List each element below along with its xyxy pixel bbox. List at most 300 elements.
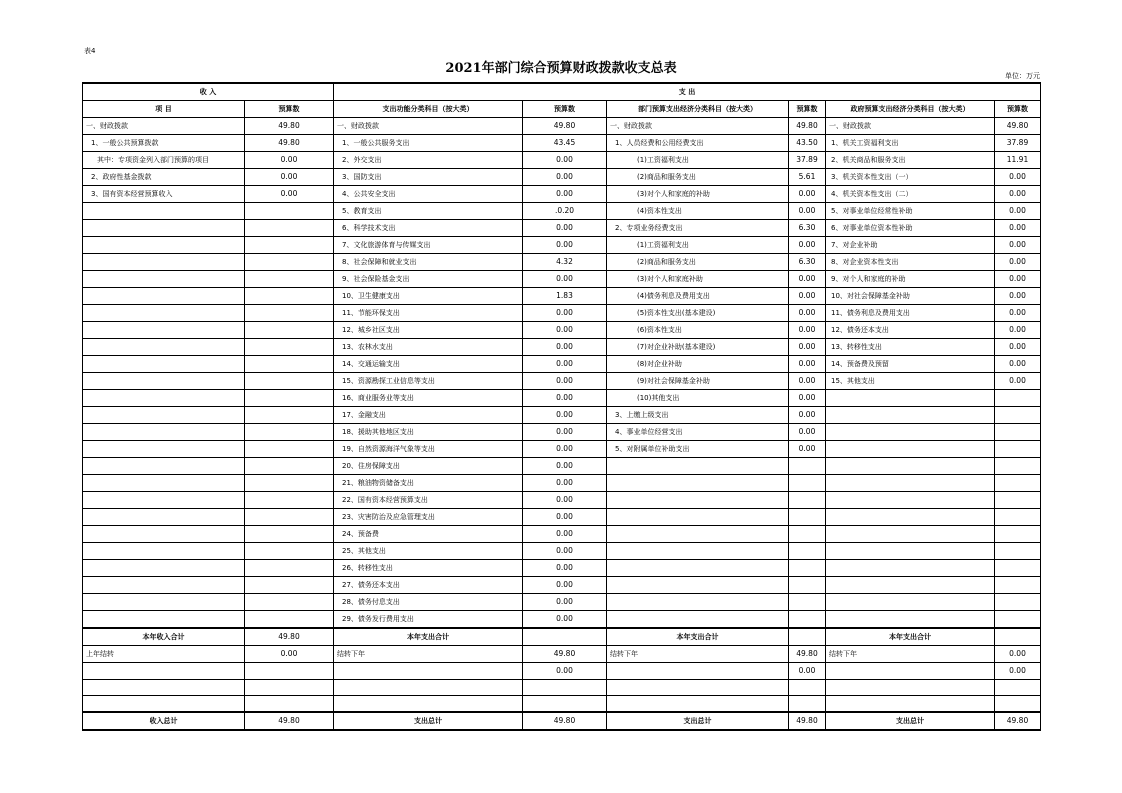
gov-item-cell: 9、对个人和家庭的补助 xyxy=(826,271,995,288)
table-row xyxy=(83,712,1041,730)
func-item-cell: 2、外交支出 xyxy=(334,152,523,169)
dept-budget-cell: 0.00 xyxy=(789,339,826,356)
dept-item-cell: 5、对附属单位补助支出 xyxy=(607,441,789,458)
dept-item-cell xyxy=(607,492,789,509)
func-budget-cell: 0.00 xyxy=(523,271,607,288)
income-budget-cell xyxy=(245,594,334,611)
gov-budget-cell: 0.00 xyxy=(995,169,1041,186)
func-item-cell: 11、节能环保支出 xyxy=(334,305,523,322)
func-budget-cell: 0.00 xyxy=(523,390,607,407)
func-item-cell: 26、转移性支出 xyxy=(334,560,523,577)
table-row xyxy=(83,152,1041,169)
gov-budget-cell xyxy=(995,458,1041,475)
dept-item-cell: (5)资本性支出(基本建设) xyxy=(607,305,789,322)
dept-item-cell: (2)商品和服务支出 xyxy=(607,169,789,186)
gov-budget-cell: 0.00 xyxy=(995,254,1041,271)
dept-item-cell: 4、事业单位经营支出 xyxy=(607,424,789,441)
table-row xyxy=(83,475,1041,492)
income-item-cell xyxy=(83,663,245,680)
func-item-cell: 13、农林水支出 xyxy=(334,339,523,356)
table-row xyxy=(83,577,1041,594)
gov-item-cell: 本年支出合计 xyxy=(826,628,995,646)
gov-item-cell xyxy=(826,696,995,712)
dept-budget-cell xyxy=(789,543,826,560)
gov-budget-cell: 0.00 xyxy=(995,186,1041,203)
dept-budget-cell: 0.00 xyxy=(789,186,826,203)
gov-item-cell: 6、对事业单位资本性补助 xyxy=(826,220,995,237)
income-item-cell: 本年收入合计 xyxy=(83,628,245,646)
dept-budget-cell: 0.00 xyxy=(789,663,826,680)
func-item-cell: 24、预备费 xyxy=(334,526,523,543)
table-row xyxy=(83,611,1041,629)
func-budget-cell: 0.00 xyxy=(523,305,607,322)
income-item-cell xyxy=(83,509,245,526)
dept-budget-cell xyxy=(789,628,826,646)
gov-item-cell xyxy=(826,611,995,629)
gov-item-cell xyxy=(826,543,995,560)
col-dept-header: 部门预算支出经济分类科目（按大类） xyxy=(607,101,789,118)
income-budget-cell xyxy=(245,526,334,543)
func-item-cell: 16、商业服务业等支出 xyxy=(334,390,523,407)
income-budget-cell xyxy=(245,237,334,254)
income-item-cell xyxy=(83,611,245,629)
func-budget-cell: 49.80 xyxy=(523,118,607,135)
func-item-cell: 10、卫生健康支出 xyxy=(334,288,523,305)
gov-item-cell: 12、债务还本支出 xyxy=(826,322,995,339)
gov-item-cell: 结转下年 xyxy=(826,646,995,663)
dept-budget-cell xyxy=(789,594,826,611)
dept-budget-cell: 6.30 xyxy=(789,220,826,237)
income-budget-cell xyxy=(245,288,334,305)
dept-item-cell: (6)资本性支出 xyxy=(607,322,789,339)
income-budget-cell: 49.80 xyxy=(245,135,334,152)
gov-budget-cell: 0.00 xyxy=(995,339,1041,356)
gov-budget-cell xyxy=(995,475,1041,492)
gov-budget-cell: 0.00 xyxy=(995,220,1041,237)
income-budget-cell xyxy=(245,577,334,594)
table-row xyxy=(83,220,1041,237)
dept-budget-cell xyxy=(789,475,826,492)
income-budget-cell xyxy=(245,611,334,629)
income-item-cell: 3、国有资本经营预算收入 xyxy=(83,186,245,203)
func-budget-cell xyxy=(523,696,607,712)
expense-header: 支 出 xyxy=(334,83,1041,101)
income-item-cell xyxy=(83,203,245,220)
income-budget-cell xyxy=(245,373,334,390)
gov-item-cell: 15、其他支出 xyxy=(826,373,995,390)
dept-budget-cell: 0.00 xyxy=(789,407,826,424)
func-item-cell: 支出总计 xyxy=(334,712,523,730)
income-budget-cell xyxy=(245,322,334,339)
dept-item-cell: 2、专项业务经费支出 xyxy=(607,220,789,237)
gov-item-cell xyxy=(826,663,995,680)
income-budget-cell xyxy=(245,492,334,509)
income-budget-cell xyxy=(245,680,334,696)
dept-item-cell xyxy=(607,611,789,629)
dept-item-cell: (1)工资福利支出 xyxy=(607,237,789,254)
income-budget-cell xyxy=(245,424,334,441)
dept-item-cell xyxy=(607,458,789,475)
func-budget-cell: 0.00 xyxy=(523,577,607,594)
dept-item-cell xyxy=(607,509,789,526)
col-budget-header: 预算数 xyxy=(245,101,334,118)
gov-budget-cell xyxy=(995,611,1041,629)
gov-budget-cell xyxy=(995,628,1041,646)
gov-item-cell: 10、对社会保障基金补助 xyxy=(826,288,995,305)
gov-budget-cell xyxy=(995,526,1041,543)
func-item-cell: 19、自然资源海洋气象等支出 xyxy=(334,441,523,458)
dept-budget-cell: 0.00 xyxy=(789,305,826,322)
func-budget-cell: 0.00 xyxy=(523,458,607,475)
gov-budget-cell xyxy=(995,543,1041,560)
table-row xyxy=(83,492,1041,509)
dept-budget-cell: 0.00 xyxy=(789,356,826,373)
dept-budget-cell: 49.80 xyxy=(789,118,826,135)
func-item-cell: 22、国有资本经营预算支出 xyxy=(334,492,523,509)
gov-item-cell xyxy=(826,526,995,543)
dept-budget-cell: 43.50 xyxy=(789,135,826,152)
table-row xyxy=(83,696,1041,712)
func-item-cell: 14、交通运输支出 xyxy=(334,356,523,373)
dept-budget-cell: 5.61 xyxy=(789,169,826,186)
gov-budget-cell xyxy=(995,509,1041,526)
table-row xyxy=(83,271,1041,288)
income-item-cell xyxy=(83,594,245,611)
gov-item-cell: 一、财政拨款 xyxy=(826,118,995,135)
func-budget-cell: 0.00 xyxy=(523,356,607,373)
income-budget-cell xyxy=(245,271,334,288)
dept-item-cell: (1)工资福利支出 xyxy=(607,152,789,169)
func-budget-cell: 0.00 xyxy=(523,407,607,424)
func-item-cell: 5、教育支出 xyxy=(334,203,523,220)
gov-item-cell xyxy=(826,441,995,458)
gov-budget-cell xyxy=(995,390,1041,407)
gov-item-cell xyxy=(826,509,995,526)
dept-item-cell: 支出总计 xyxy=(607,712,789,730)
col-budget-header: 预算数 xyxy=(995,101,1041,118)
gov-budget-cell: 0.00 xyxy=(995,322,1041,339)
func-item-cell: 18、援助其他地区支出 xyxy=(334,424,523,441)
income-item-cell xyxy=(83,339,245,356)
func-item-cell: 15、资源勘探工业信息等支出 xyxy=(334,373,523,390)
gov-item-cell xyxy=(826,577,995,594)
dept-budget-cell xyxy=(789,611,826,629)
gov-item-cell: 11、债务利息及费用支出 xyxy=(826,305,995,322)
income-item-cell: 1、一般公共预算拨款 xyxy=(83,135,245,152)
table-row xyxy=(83,322,1041,339)
dept-budget-cell: 0.00 xyxy=(789,237,826,254)
func-item-cell: 结转下年 xyxy=(334,646,523,663)
table-row xyxy=(83,288,1041,305)
func-budget-cell: 0.00 xyxy=(523,169,607,186)
dept-item-cell: 一、财政拨款 xyxy=(607,118,789,135)
dept-budget-cell xyxy=(789,560,826,577)
func-item-cell: 本年支出合计 xyxy=(334,628,523,646)
income-budget-cell: 0.00 xyxy=(245,169,334,186)
table-row xyxy=(83,543,1041,560)
gov-budget-cell xyxy=(995,696,1041,712)
func-item-cell: 28、债务付息支出 xyxy=(334,594,523,611)
func-item-cell: 4、公共安全支出 xyxy=(334,186,523,203)
income-budget-cell xyxy=(245,254,334,271)
table-row xyxy=(83,680,1041,696)
dept-budget-cell: 0.00 xyxy=(789,203,826,220)
func-budget-cell: 0.00 xyxy=(523,594,607,611)
income-budget-cell: 0.00 xyxy=(245,646,334,663)
gov-budget-cell: 0.00 xyxy=(995,203,1041,220)
income-item-cell xyxy=(83,577,245,594)
gov-budget-cell: 0.00 xyxy=(995,237,1041,254)
gov-item-cell xyxy=(826,560,995,577)
income-item-cell: 一、财政拨款 xyxy=(83,118,245,135)
table-row xyxy=(83,390,1041,407)
dept-budget-cell: 0.00 xyxy=(789,271,826,288)
func-item-cell xyxy=(334,696,523,712)
gov-budget-cell: 0.00 xyxy=(995,373,1041,390)
func-budget-cell: 0.00 xyxy=(523,560,607,577)
income-item-cell xyxy=(83,407,245,424)
income-budget-cell xyxy=(245,696,334,712)
table-row xyxy=(83,169,1041,186)
gov-budget-cell xyxy=(995,577,1041,594)
func-item-cell: 3、国防支出 xyxy=(334,169,523,186)
func-item-cell: 25、其他支出 xyxy=(334,543,523,560)
func-budget-cell: 0.00 xyxy=(523,509,607,526)
table-row xyxy=(83,305,1041,322)
dept-item-cell xyxy=(607,475,789,492)
func-item-cell: 12、城乡社区支出 xyxy=(334,322,523,339)
table-row xyxy=(83,628,1041,646)
gov-budget-cell: 11.91 xyxy=(995,152,1041,169)
dept-item-cell: (7)对企业补助(基本建设) xyxy=(607,339,789,356)
income-item-cell xyxy=(83,305,245,322)
gov-item-cell xyxy=(826,475,995,492)
income-budget-cell: 49.80 xyxy=(245,628,334,646)
func-item-cell xyxy=(334,663,523,680)
gov-item-cell xyxy=(826,594,995,611)
dept-budget-cell xyxy=(789,492,826,509)
income-budget-cell xyxy=(245,305,334,322)
gov-budget-cell: 37.89 xyxy=(995,135,1041,152)
col-budget-header: 预算数 xyxy=(789,101,826,118)
table-row xyxy=(83,186,1041,203)
func-item-cell: 21、粮油物资储备支出 xyxy=(334,475,523,492)
income-budget-cell xyxy=(245,543,334,560)
gov-item-cell: 1、机关工资福利支出 xyxy=(826,135,995,152)
income-item-cell: 收入总计 xyxy=(83,712,245,730)
income-budget-cell xyxy=(245,475,334,492)
gov-budget-cell xyxy=(995,441,1041,458)
func-budget-cell: 0.00 xyxy=(523,186,607,203)
func-budget-cell: 43.45 xyxy=(523,135,607,152)
dept-item-cell xyxy=(607,526,789,543)
table-row xyxy=(83,663,1041,680)
dept-item-cell xyxy=(607,560,789,577)
income-item-cell: 其中：专项资金列入部门预算的项目 xyxy=(83,152,245,169)
gov-item-cell: 5、对事业单位经常性补助 xyxy=(826,203,995,220)
dept-budget-cell: 0.00 xyxy=(789,322,826,339)
func-budget-cell: 0.00 xyxy=(523,475,607,492)
func-item-cell: 29、债务发行费用支出 xyxy=(334,611,523,629)
income-budget-cell xyxy=(245,509,334,526)
gov-budget-cell: 49.80 xyxy=(995,712,1041,730)
dept-budget-cell: 6.30 xyxy=(789,254,826,271)
func-item-cell: 17、金融支出 xyxy=(334,407,523,424)
page-title: 2021年部门综合预算财政拨款收支总表 xyxy=(445,61,677,76)
income-item-cell xyxy=(83,390,245,407)
gov-item-cell: 8、对企业资本性支出 xyxy=(826,254,995,271)
income-budget-cell: 49.80 xyxy=(245,712,334,730)
income-item-cell xyxy=(83,288,245,305)
dept-budget-cell xyxy=(789,577,826,594)
income-item-cell xyxy=(83,441,245,458)
func-budget-cell: .0.20 xyxy=(523,203,607,220)
dept-item-cell: (8)对企业补助 xyxy=(607,356,789,373)
func-budget-cell: 0.00 xyxy=(523,322,607,339)
dept-item-cell xyxy=(607,696,789,712)
func-budget-cell: 1.83 xyxy=(523,288,607,305)
gov-item-cell: 14、预备费及预留 xyxy=(826,356,995,373)
dept-budget-cell xyxy=(789,526,826,543)
table-row xyxy=(83,509,1041,526)
income-budget-cell: 0.00 xyxy=(245,186,334,203)
income-item-cell xyxy=(83,560,245,577)
func-item-cell: 27、债务还本支出 xyxy=(334,577,523,594)
dept-item-cell: (3)对个人和家庭补助 xyxy=(607,271,789,288)
dept-item-cell: (10)其他支出 xyxy=(607,390,789,407)
dept-item-cell xyxy=(607,543,789,560)
income-budget-cell xyxy=(245,203,334,220)
func-budget-cell: 49.80 xyxy=(523,712,607,730)
dept-item-cell: 1、人员经费和公用经费支出 xyxy=(607,135,789,152)
income-item-cell xyxy=(83,373,245,390)
gov-budget-cell: 49.80 xyxy=(995,118,1041,135)
table-row xyxy=(83,339,1041,356)
func-budget-cell: 0.00 xyxy=(523,611,607,629)
gov-budget-cell xyxy=(995,424,1041,441)
gov-item-cell xyxy=(826,390,995,407)
unit-label: 单位：万元 xyxy=(1005,72,1040,80)
dept-budget-cell xyxy=(789,509,826,526)
income-item-cell xyxy=(83,237,245,254)
table-row xyxy=(83,237,1041,254)
dept-budget-cell: 0.00 xyxy=(789,390,826,407)
func-item-cell: 23、灾害防治及应急管理支出 xyxy=(334,509,523,526)
table-row xyxy=(83,526,1041,543)
dept-item-cell: (4)债务利息及费用支出 xyxy=(607,288,789,305)
income-item-cell xyxy=(83,356,245,373)
func-item-cell: 1、一般公共服务支出 xyxy=(334,135,523,152)
func-budget-cell: 0.00 xyxy=(523,152,607,169)
dept-item-cell xyxy=(607,577,789,594)
gov-item-cell xyxy=(826,407,995,424)
func-budget-cell: 0.00 xyxy=(523,526,607,543)
dept-item-cell: 3、上缴上级支出 xyxy=(607,407,789,424)
dept-item-cell xyxy=(607,680,789,696)
func-budget-cell: 0.00 xyxy=(523,663,607,680)
func-budget-cell: 49.80 xyxy=(523,646,607,663)
dept-item-cell: (9)对社会保障基金补助 xyxy=(607,373,789,390)
func-budget-cell: 0.00 xyxy=(523,424,607,441)
gov-budget-cell xyxy=(995,594,1041,611)
table-row xyxy=(83,254,1041,271)
income-item-cell: 2、政府性基金拨款 xyxy=(83,169,245,186)
income-budget-cell xyxy=(245,560,334,577)
gov-item-cell: 4、机关资本性支出（二） xyxy=(826,186,995,203)
dept-budget-cell: 49.80 xyxy=(789,712,826,730)
func-budget-cell xyxy=(523,628,607,646)
income-item-cell xyxy=(83,424,245,441)
gov-budget-cell xyxy=(995,680,1041,696)
income-item-cell xyxy=(83,254,245,271)
income-item-cell xyxy=(83,322,245,339)
func-budget-cell: 0.00 xyxy=(523,220,607,237)
func-item-cell xyxy=(334,680,523,696)
income-budget-cell xyxy=(245,220,334,237)
dept-budget-cell: 49.80 xyxy=(789,646,826,663)
col-budget-header: 预算数 xyxy=(523,101,607,118)
dept-budget-cell: 0.00 xyxy=(789,424,826,441)
table-row xyxy=(83,646,1041,663)
func-budget-cell: 0.00 xyxy=(523,339,607,356)
func-budget-cell: 4.32 xyxy=(523,254,607,271)
gov-item-cell xyxy=(826,458,995,475)
gov-budget-cell xyxy=(995,407,1041,424)
gov-item-cell: 3、机关资本性支出（一） xyxy=(826,169,995,186)
gov-item-cell: 7、对企业补助 xyxy=(826,237,995,254)
gov-item-cell: 13、转移性支出 xyxy=(826,339,995,356)
func-budget-cell xyxy=(523,680,607,696)
func-item-cell: 7、文化旅游体育与传媒支出 xyxy=(334,237,523,254)
income-item-cell xyxy=(83,696,245,712)
table-row xyxy=(83,135,1041,152)
income-budget-cell: 49.80 xyxy=(245,118,334,135)
table-number: 表4 xyxy=(84,47,96,55)
gov-budget-cell: 0.00 xyxy=(995,646,1041,663)
table-row xyxy=(83,441,1041,458)
income-item-cell xyxy=(83,475,245,492)
income-budget-cell xyxy=(245,663,334,680)
dept-budget-cell xyxy=(789,680,826,696)
dept-item-cell: 结转下年 xyxy=(607,646,789,663)
dept-budget-cell xyxy=(789,458,826,475)
gov-budget-cell: 0.00 xyxy=(995,663,1041,680)
gov-budget-cell: 0.00 xyxy=(995,271,1041,288)
income-item-cell xyxy=(83,543,245,560)
dept-item-cell xyxy=(607,663,789,680)
table-row xyxy=(83,203,1041,220)
func-budget-cell: 0.00 xyxy=(523,441,607,458)
dept-item-cell: (4)资本性支出 xyxy=(607,203,789,220)
col-func-header: 支出功能分类科目（按大类） xyxy=(334,101,523,118)
dept-budget-cell: 0.00 xyxy=(789,441,826,458)
table-row xyxy=(83,458,1041,475)
func-item-cell: 一、财政拨款 xyxy=(334,118,523,135)
income-budget-cell xyxy=(245,407,334,424)
col-item-header: 项 目 xyxy=(83,101,245,118)
func-item-cell: 8、社会保障和就业支出 xyxy=(334,254,523,271)
budget-table xyxy=(82,82,1041,731)
gov-item-cell: 支出总计 xyxy=(826,712,995,730)
func-budget-cell: 0.00 xyxy=(523,543,607,560)
col-gov-header: 政府预算支出经济分类科目（按大类） xyxy=(826,101,995,118)
func-budget-cell: 0.00 xyxy=(523,237,607,254)
dept-budget-cell: 0.00 xyxy=(789,373,826,390)
gov-budget-cell xyxy=(995,560,1041,577)
func-item-cell: 6、科学技术支出 xyxy=(334,220,523,237)
income-header: 收 入 xyxy=(83,83,334,101)
gov-item-cell xyxy=(826,492,995,509)
